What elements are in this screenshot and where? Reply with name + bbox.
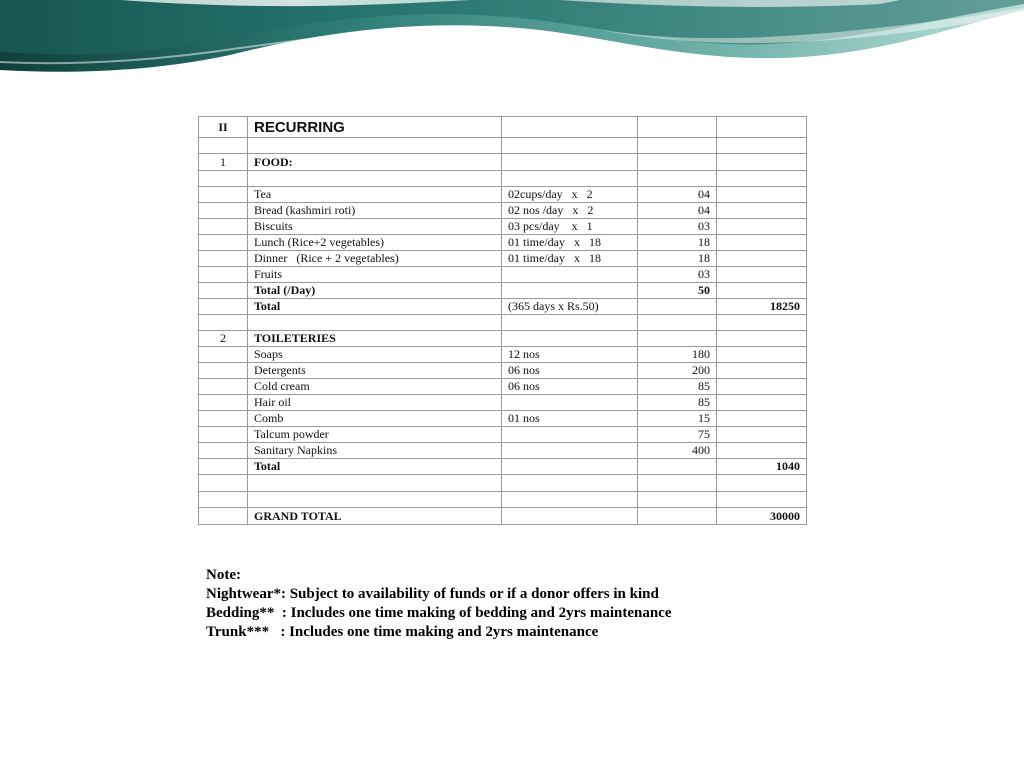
note-nightwear: Nightwear*: Subject to availability of funds or if a donor offers in kind bbox=[206, 586, 659, 602]
item-amount: 85 bbox=[638, 379, 717, 395]
item-amount: 85 bbox=[638, 395, 717, 411]
total-day-value: 50 bbox=[638, 283, 717, 299]
item-amount: 15 bbox=[638, 411, 717, 427]
toiletries-heading-row bbox=[199, 331, 807, 347]
item-qty: 01 time/day x 18 bbox=[502, 235, 638, 251]
spacer-row bbox=[199, 492, 807, 508]
grand-total-row bbox=[199, 508, 807, 525]
table-row bbox=[199, 219, 807, 235]
item-qty: 01 nos bbox=[502, 411, 638, 427]
toiletries-total-value: 1040 bbox=[717, 459, 807, 475]
item-qty: 02cups/day x 2 bbox=[502, 187, 638, 203]
item-amount: 75 bbox=[638, 427, 717, 443]
total-day-label: Total (/Day) bbox=[248, 283, 502, 299]
item-name: Fruits bbox=[248, 267, 502, 283]
item-amount: 18 bbox=[638, 235, 717, 251]
item-qty: 06 nos bbox=[502, 379, 638, 395]
item-name: Soaps bbox=[248, 347, 502, 363]
item-qty bbox=[502, 395, 638, 411]
food-heading: FOOD: bbox=[248, 154, 502, 171]
item-qty bbox=[502, 443, 638, 459]
item-amount: 18 bbox=[638, 251, 717, 267]
food-total-value: 18250 bbox=[717, 299, 807, 315]
item-name: Lunch (Rice+2 vegetables) bbox=[248, 235, 502, 251]
food-total-label: Total bbox=[248, 299, 502, 315]
item-qty bbox=[502, 427, 638, 443]
note-bedding: Bedding** : Includes one time making of bedding and 2yrs maintenance bbox=[206, 605, 672, 621]
table-row bbox=[199, 203, 807, 219]
spacer-row bbox=[199, 171, 807, 187]
notes-block bbox=[206, 566, 671, 642]
table-row bbox=[199, 443, 807, 459]
grand-total-value: 30000 bbox=[717, 508, 807, 525]
section-number: II bbox=[199, 117, 248, 138]
food-total-row bbox=[199, 299, 807, 315]
item-name: Cold cream bbox=[248, 379, 502, 395]
item-name: Comb bbox=[248, 411, 502, 427]
table-row bbox=[199, 235, 807, 251]
item-name: Dinner (Rice + 2 vegetables) bbox=[248, 251, 502, 267]
toiletries-total-row bbox=[199, 459, 807, 475]
table-row bbox=[199, 187, 807, 203]
spacer-row bbox=[199, 138, 807, 154]
item-name: Hair oil bbox=[248, 395, 502, 411]
item-qty: 06 nos bbox=[502, 363, 638, 379]
table-row bbox=[199, 363, 807, 379]
item-amount: 03 bbox=[638, 219, 717, 235]
item-name: Detergents bbox=[248, 363, 502, 379]
budget-table bbox=[198, 116, 807, 525]
item-name: Bread (kashmiri roti) bbox=[248, 203, 502, 219]
food-total-calc: (365 days x Rs.50) bbox=[502, 299, 638, 315]
notes-title: Note: bbox=[206, 567, 241, 583]
item-amount: 03 bbox=[638, 267, 717, 283]
table-row bbox=[199, 411, 807, 427]
table-row bbox=[199, 267, 807, 283]
item-qty: 02 nos /day x 2 bbox=[502, 203, 638, 219]
total-day-row bbox=[199, 283, 807, 299]
item-qty: 03 pcs/day x 1 bbox=[502, 219, 638, 235]
section-title: RECURRING bbox=[248, 117, 502, 138]
item-amount: 04 bbox=[638, 203, 717, 219]
section-header-row bbox=[199, 117, 807, 138]
item-name: Sanitary Napkins bbox=[248, 443, 502, 459]
item-amount: 180 bbox=[638, 347, 717, 363]
item-amount: 04 bbox=[638, 187, 717, 203]
item-name: Talcum powder bbox=[248, 427, 502, 443]
table-row bbox=[199, 379, 807, 395]
item-amount: 200 bbox=[638, 363, 717, 379]
toiletries-number: 2 bbox=[199, 331, 248, 347]
item-qty: 12 nos bbox=[502, 347, 638, 363]
food-heading-row bbox=[199, 154, 807, 171]
spacer-row bbox=[199, 315, 807, 331]
table-row bbox=[199, 395, 807, 411]
item-qty: 01 time/day x 18 bbox=[502, 251, 638, 267]
table-row bbox=[199, 347, 807, 363]
toiletries-heading: TOILETERIES bbox=[248, 331, 502, 347]
item-amount: 400 bbox=[638, 443, 717, 459]
wave-decoration bbox=[0, 0, 1024, 80]
grand-total-label: GRAND TOTAL bbox=[248, 508, 502, 525]
spacer-row bbox=[199, 475, 807, 492]
item-name: Tea bbox=[248, 187, 502, 203]
note-trunk: Trunk*** : Includes one time making and 2yrs maintenance bbox=[206, 624, 599, 640]
food-number: 1 bbox=[199, 154, 248, 171]
table-row bbox=[199, 427, 807, 443]
table-row bbox=[199, 251, 807, 267]
item-qty bbox=[502, 267, 638, 283]
item-name: Biscuits bbox=[248, 219, 502, 235]
header-banner bbox=[0, 0, 1024, 80]
toiletries-total-label: Total bbox=[248, 459, 502, 475]
